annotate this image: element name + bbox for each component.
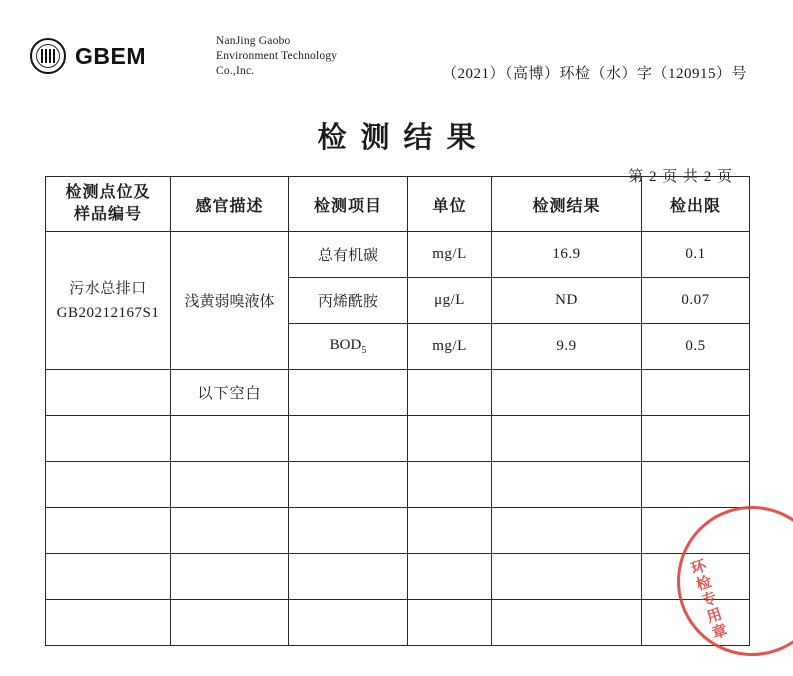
cell-empty xyxy=(171,508,289,554)
column-header-unit: 单位 xyxy=(408,177,492,232)
sample-point-line1: 污水总排口 xyxy=(69,280,147,297)
page-indicator: 第 2 页 共 2 页 xyxy=(628,169,733,185)
cell-unit: mg/L xyxy=(408,232,492,278)
cell-unit: μg/L xyxy=(408,278,492,324)
cell-empty xyxy=(171,554,289,600)
cell-empty xyxy=(492,416,642,462)
cell-empty xyxy=(642,416,750,462)
seal-text: 环检专用章 xyxy=(686,557,729,644)
table-row xyxy=(46,462,750,508)
column-header-item: 检测项目 xyxy=(289,177,408,232)
column-header-limit: 检出限 xyxy=(642,177,750,232)
table-header-row xyxy=(46,177,750,232)
cell-empty xyxy=(46,600,171,646)
column-header-sample-point xyxy=(46,177,171,232)
cell-empty xyxy=(492,462,642,508)
cell-result: 16.9 xyxy=(492,232,642,278)
cell-empty xyxy=(642,370,750,416)
column-header-result: 检测结果 xyxy=(492,177,642,232)
company-name-block xyxy=(216,34,337,79)
cell-empty xyxy=(408,508,492,554)
cell-empty xyxy=(289,416,408,462)
cell-unit: mg/L xyxy=(408,324,492,370)
cell-empty xyxy=(492,554,642,600)
sample-point-line2: GB20212167S1 xyxy=(56,304,160,321)
cell-empty xyxy=(289,508,408,554)
cell-result: 9.9 xyxy=(492,324,642,370)
cell-empty xyxy=(289,600,408,646)
cell-item-subscript: 5 xyxy=(361,345,367,356)
cell-limit: 0.5 xyxy=(642,324,750,370)
cell-empty xyxy=(408,462,492,508)
cell-item xyxy=(289,324,408,370)
cell-empty xyxy=(171,600,289,646)
cell-empty xyxy=(492,370,642,416)
cell-empty xyxy=(289,370,408,416)
cell-empty xyxy=(492,508,642,554)
column-header-sample-point-line2: 样品编号 xyxy=(73,206,142,223)
page-title: 检测结果 xyxy=(317,122,490,154)
cell-empty xyxy=(46,508,171,554)
cell-item-text: BOD xyxy=(329,337,362,353)
table-row xyxy=(46,554,750,600)
cell-empty xyxy=(492,600,642,646)
cell-item: 丙烯酰胺 xyxy=(289,278,408,324)
cell-empty xyxy=(171,462,289,508)
cell-blank-note: 以下空白 xyxy=(171,370,289,416)
cell-empty xyxy=(46,462,171,508)
cell-empty xyxy=(408,554,492,600)
company-logo xyxy=(30,38,146,74)
circular-emblem-icon xyxy=(30,38,66,74)
cell-limit: 0.07 xyxy=(642,278,750,324)
cell-sample-point xyxy=(46,232,171,370)
cell-sense-description: 浅黄弱嗅液体 xyxy=(171,232,289,370)
cell-empty xyxy=(46,554,171,600)
cell-empty xyxy=(171,416,289,462)
report-number: （2021）（高博）环检（水）字（120915）号 xyxy=(441,66,747,82)
company-name-line-2: Environment Technology xyxy=(216,50,338,62)
cell-empty xyxy=(289,554,408,600)
logo-text: GBEM xyxy=(75,42,146,69)
table-row xyxy=(46,600,750,646)
company-name-line-1: NanJing Gaobo xyxy=(216,35,291,47)
cell-empty xyxy=(408,600,492,646)
results-table xyxy=(45,176,750,646)
column-header-sample-point-line1: 检测点位及 xyxy=(65,184,151,201)
cell-result: ND xyxy=(492,278,642,324)
cell-empty xyxy=(46,416,171,462)
cell-empty xyxy=(408,416,492,462)
table-row xyxy=(46,370,750,416)
table-row xyxy=(46,416,750,462)
table-row xyxy=(46,508,750,554)
cell-item: 总有机碳 xyxy=(289,232,408,278)
company-name-line-3: Co.,Inc. xyxy=(216,65,255,77)
document-header xyxy=(30,34,763,90)
cell-limit: 0.1 xyxy=(642,232,750,278)
cell-empty xyxy=(289,462,408,508)
column-header-sense: 感官描述 xyxy=(171,177,289,232)
cell-empty xyxy=(408,370,492,416)
cell-empty xyxy=(642,462,750,508)
cell-empty xyxy=(46,370,171,416)
table-row xyxy=(46,232,750,278)
